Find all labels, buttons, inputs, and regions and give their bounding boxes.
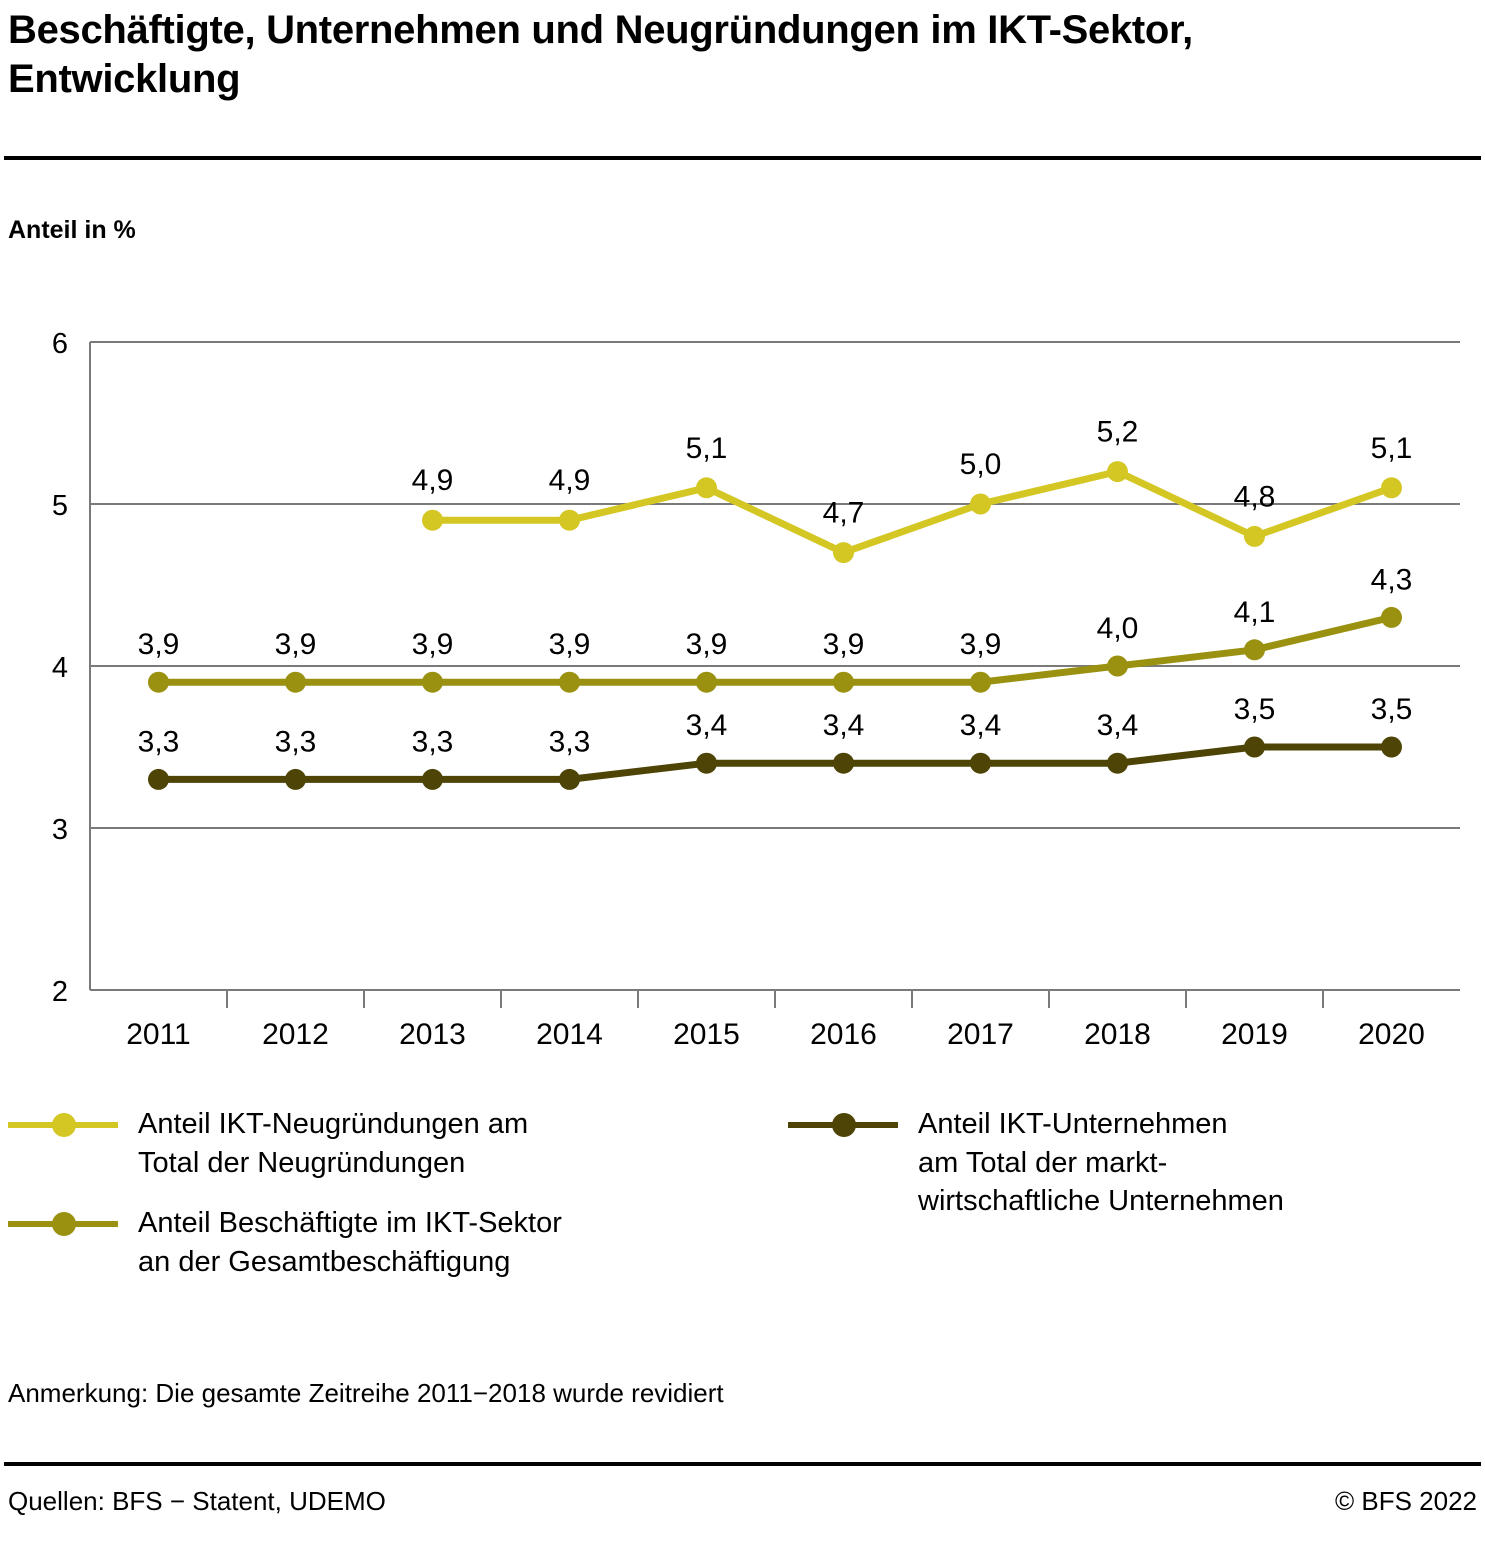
- data-point-marker: [1107, 656, 1128, 677]
- data-point-marker: [559, 769, 580, 790]
- data-point-marker: [1107, 753, 1128, 774]
- footer-divider: [4, 1462, 1481, 1466]
- data-point-marker: [696, 753, 717, 774]
- data-point-marker: [285, 672, 306, 693]
- data-value-label: 3,3: [137, 725, 180, 759]
- data-point-marker: [148, 672, 169, 693]
- legend-label-line1: Anteil IKT-Neugründungen am: [138, 1108, 529, 1140]
- legend-label-line2: am Total der markt-: [918, 1146, 1168, 1179]
- data-value-label: 3,9: [137, 628, 180, 662]
- legend-marker-icon: [788, 1119, 898, 1129]
- copyright-text: © BFS 2022: [1334, 1486, 1477, 1516]
- data-point-marker: [970, 753, 991, 774]
- data-point-marker: [422, 510, 443, 531]
- x-axis-tick-label: 2020: [1358, 1018, 1425, 1051]
- data-value-label: 3,9: [959, 628, 1002, 662]
- x-axis-tick-label: 2014: [536, 1018, 603, 1051]
- x-axis-tick-label: 2012: [262, 1018, 329, 1051]
- data-point-marker: [833, 672, 854, 693]
- data-point-marker: [833, 542, 854, 563]
- data-value-label: 3,4: [1096, 709, 1139, 743]
- y-axis-tick-label: 4: [51, 652, 68, 684]
- data-point-marker: [1381, 737, 1402, 758]
- data-value-label: 4,3: [1370, 563, 1413, 597]
- series-line: [159, 617, 1392, 682]
- data-value-label: 5,2: [1096, 415, 1139, 449]
- data-point-marker: [422, 672, 443, 693]
- legend-column-left: [8, 1105, 768, 1303]
- data-value-label: 4,9: [548, 464, 591, 498]
- y-axis-tick-label: 3: [51, 814, 68, 846]
- legend-label-line1: Anteil Beschäftigte im IKT-Sektor: [138, 1207, 562, 1240]
- data-point-marker: [970, 494, 991, 515]
- data-value-label: 4,7: [822, 496, 865, 530]
- legend-column-right: [788, 1105, 1478, 1243]
- data-point-marker: [1107, 461, 1128, 482]
- legend-item-unternehmen: [788, 1105, 1478, 1221]
- data-value-label: 3,4: [959, 709, 1002, 743]
- y-axis-tick-label: 2: [51, 976, 68, 1008]
- data-value-label: 3,5: [1233, 693, 1276, 726]
- data-value-label: 3,5: [1370, 693, 1413, 726]
- series-line: [159, 747, 1392, 779]
- data-value-label: 3,9: [685, 628, 728, 662]
- data-value-label: 5,1: [1370, 431, 1413, 465]
- data-value-label: 3,9: [274, 628, 317, 662]
- x-axis-tick-label: 2019: [1221, 1018, 1288, 1051]
- y-axis-tick-label: 5: [51, 490, 68, 522]
- legend-marker-icon: [8, 1119, 118, 1129]
- x-axis-tick-label: 2015: [673, 1018, 740, 1051]
- data-value-label: 3,4: [685, 709, 728, 743]
- y-axis-tick-label: 6: [51, 328, 68, 360]
- data-point-marker: [1244, 737, 1265, 758]
- legend-label-line3: wirtschaftliche Unternehmen: [918, 1185, 1284, 1218]
- data-value-label: 3,9: [411, 628, 454, 662]
- chart-plot-area: [0, 300, 1485, 1060]
- data-point-marker: [970, 672, 991, 693]
- data-value-label: 3,3: [548, 725, 591, 759]
- chart-legend: [8, 1105, 1478, 1345]
- legend-label-line1: Anteil IKT-Unternehmen: [918, 1108, 1228, 1140]
- data-value-label: 5,1: [685, 431, 728, 465]
- legend-item-beschaeftigte: [8, 1204, 768, 1281]
- page-title: Beschäftigte, Unternehmen und Neugründungen im IKT-Sektor, Entwicklung: [8, 8, 1193, 101]
- source-text: Quellen: BFS − Statent, UDEMO: [8, 1486, 386, 1516]
- data-point-marker: [422, 769, 443, 790]
- x-axis-tick-label: 2013: [399, 1018, 466, 1051]
- line-chart: [0, 300, 1485, 1060]
- legend-label-line2: Total der Neugründungen: [138, 1146, 466, 1179]
- data-point-marker: [696, 477, 717, 498]
- data-value-label: 4,9: [411, 464, 454, 498]
- data-point-marker: [833, 753, 854, 774]
- data-point-marker: [559, 672, 580, 693]
- data-value-label: 3,9: [548, 628, 591, 662]
- data-value-label: 4,0: [1096, 612, 1139, 645]
- legend-label-line2: an der Gesamtbeschäftigung: [138, 1245, 511, 1278]
- x-axis-tick-label: 2018: [1084, 1018, 1151, 1051]
- data-point-marker: [696, 672, 717, 693]
- chart-note: Anmerkung: Die gesamte Zeitreihe 2011−2018 wurde revidiert: [8, 1378, 724, 1408]
- data-value-label: 5,0: [959, 448, 1002, 481]
- y-axis-unit-label: Anteil in %: [8, 216, 136, 244]
- data-value-label: 3,3: [274, 725, 317, 759]
- data-point-marker: [1381, 477, 1402, 498]
- title-divider: [4, 156, 1481, 160]
- x-axis-tick-label: 2017: [947, 1018, 1014, 1051]
- data-value-label: 3,9: [822, 628, 865, 662]
- data-point-marker: [1381, 607, 1402, 628]
- legend-marker-icon: [8, 1218, 118, 1228]
- data-value-label: 4,8: [1233, 480, 1276, 514]
- data-point-marker: [1244, 639, 1265, 660]
- legend-item-neugruendungen: [8, 1105, 768, 1182]
- data-point-marker: [148, 769, 169, 790]
- x-axis-tick-label: 2016: [810, 1018, 877, 1051]
- data-value-label: 3,3: [411, 725, 454, 759]
- data-value-label: 3,4: [822, 709, 865, 743]
- data-point-marker: [559, 510, 580, 531]
- data-value-label: 4,1: [1233, 595, 1276, 629]
- data-point-marker: [1244, 526, 1265, 547]
- data-point-marker: [285, 769, 306, 790]
- x-axis-tick-label: 2011: [126, 1018, 191, 1051]
